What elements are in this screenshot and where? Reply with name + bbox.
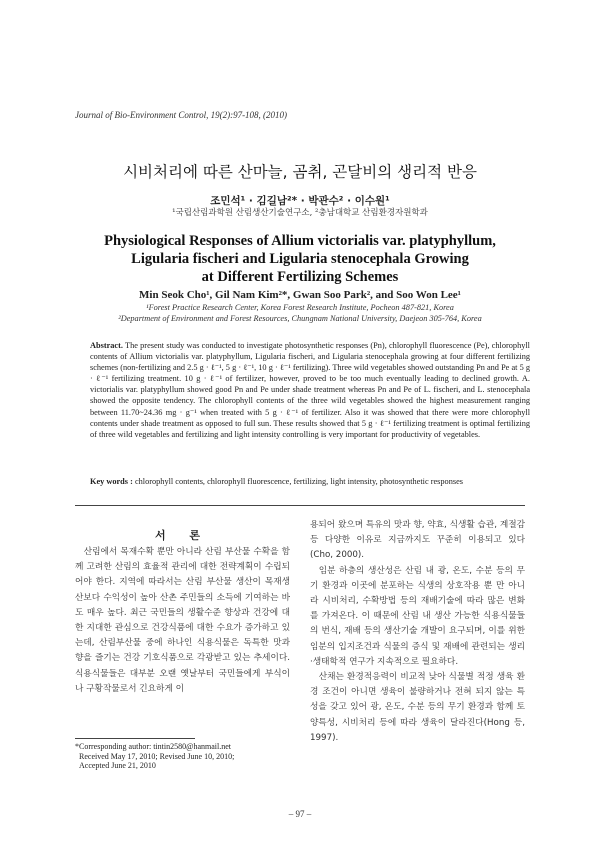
accepted-date: Accepted June 21, 2010 bbox=[79, 761, 156, 771]
footnote-divider bbox=[75, 738, 195, 739]
left-column bbox=[75, 545, 290, 697]
abstract-text: The present study was conducted to investigate photosynthetic responses (Pn), chlorophyll fluorescence (Pe), chlorophyll contents of Allium victorialis var. platyphyllum, Ligularia fischeri, and Ligularia stenocephala growing at four different fertilizing schemes (non-fertilizing and 2.5 g · ℓ⁻¹, 5 g · ℓ⁻¹, 10 g · ℓ⁻¹ fertilizing). Three wild vegetables showed outstanding Pn and Pe at 5 g · ℓ⁻¹ fertilizing treatment. 10 g · ℓ⁻¹ of fertilizer, however, proved to be too much eventually leading to declined growth. A. victorialis var. platyphyllum showed good Pn and Pe under shade treatment whereas Pn and Pe of L. fischeri, and L. stenocephala showed the opposite tendency. The chlorophyll contents of the three wild vegetables showed the highest measurement ranging between 11.70~24.36 mg · g⁻¹ when treated with 5 g · ℓ⁻¹ of fertilizer. Also it was showed that there were more chlorophyll contents under shade treatment as opposed to full sun. These results showed that 5 g · ℓ⁻¹ fertilizing treatment is optimal fertilizing of three wild vegetables and fertilizing and light intensity controlling is very important for productivity of vegetables. bbox=[90, 341, 530, 439]
intro-paragraph-3: 산채는 환경적응력이 비교적 낮아 식물별 적정 생육 환경 조건이 아니면 생육이 불량하거나 전혀 되지 않는 특성을 갖고 있어 광, 온도, 수분 등의 무기 환경과 함께 토양특성, 시비처리 등에 따라 생육이 달라진다(Hong 등, 1997). bbox=[310, 672, 525, 743]
affiliation-2: ²Department of Environment and Forest Resources, Chungnam National University, Daejeon 305-764, Korea bbox=[118, 314, 482, 323]
footnote bbox=[75, 742, 295, 771]
page-number: – 97 – bbox=[288, 809, 312, 819]
received-dates: Received May 17, 2010; Revised June 10, 2010; bbox=[79, 751, 235, 761]
english-authors: Min Seok Cho¹, Gil Nam Kim²*, Gwan Soo Park², and Soo Won Lee¹ bbox=[139, 289, 461, 301]
english-title-line1: Physiological Responses of Allium victorialis var. platyphyllum, bbox=[104, 233, 496, 249]
english-title-line3: at Different Fertilizing Schemes bbox=[201, 269, 399, 285]
korean-title: 시비처리에 따른 산마늘, 곰취, 곤달비의 생리적 반응 bbox=[123, 163, 477, 181]
keywords-label: Key words : bbox=[90, 477, 133, 486]
abstract-label: Abstract. bbox=[90, 341, 123, 350]
corresponding-author: *Corresponding author: tintin2580@hanmail.net bbox=[75, 742, 232, 751]
korean-affiliations: ¹국립산림과학원 산림생산기술연구소, ²충남대학교 산림환경자원학과 bbox=[172, 208, 428, 218]
abstract bbox=[90, 340, 530, 440]
affiliation-1: ¹Forest Practice Research Center, Korea Forest Research Institute, Pocheon 487-821, Korea bbox=[146, 303, 454, 312]
keywords-text: chlorophyll contents, chlorophyll fluorescence, fertilizing, light intensity, photosynthetic responses bbox=[134, 477, 463, 486]
english-affiliations bbox=[30, 302, 570, 324]
intro-paragraph-2: 임분 하층의 생산성은 산림 내 광, 온도, 수분 등의 무기 환경과 이곳에 분포하는 식생의 상호작용 뿐 만 아니라 시비처리, 수확방법 등의 재배기술에 따라 많은 변화를 가져온다. 이 때문에 산림 내 생산 가능한 식용식물들의 번식, 재배 등의 생산기술 개발이 요구되며, 이를 위한 임분의 입지조건과 식물의 증식 및 재배에 관련되는 생리·생태학적 연구가 지속적으로 필요하다. bbox=[310, 565, 525, 667]
keywords bbox=[90, 476, 530, 487]
right-column bbox=[310, 518, 525, 746]
section-divider bbox=[75, 505, 525, 506]
korean-authors: 조민석¹ · 김길남²* · 박관수² · 이수원¹ bbox=[210, 195, 390, 207]
section-title-introduction: 서 론 bbox=[154, 529, 211, 542]
english-title bbox=[60, 232, 540, 286]
intro-paragraph-1-cont: 용되어 왔으며 특유의 맛과 향, 약효, 식생활 습관, 계절감 등 다양한 이유로 지금까지도 꾸준히 이용되고 있다(Cho, 2000). bbox=[310, 520, 526, 561]
english-title-line2: Ligularia fischeri and Ligularia stenocephala Growing bbox=[131, 251, 469, 267]
intro-paragraph-1: 산림에서 목재수확 뿐만 아니라 산림 부산물 수확을 함께 고려한 산림의 효율적 관리에 대한 전략계획이 수립되어야 한다. 지역에 따라서는 산림 부산물 생산이 목재생산보다 수익성이 높아 산촌 주민들의 소득에 기여하는 바도 매우 높다. 최근 국민들의 생활수준 향상과 건강에 대한 지대한 관심으로 건강식품에 대한 수요가 증가하고 있는데, 산림부산물 중에 하나인 식용식물은 독특한 맛과 향을 즐기는 건강 기호식품으로 각광받고 있는 추세이다. 식용식물들은 대부분 오랜 옛날부터 국민들에게 부식이나 구황작물로서 긴요하게 이 bbox=[75, 547, 290, 694]
journal-citation: Journal of Bio-Environment Control, 19(2):97-108, (2010) bbox=[75, 110, 288, 120]
